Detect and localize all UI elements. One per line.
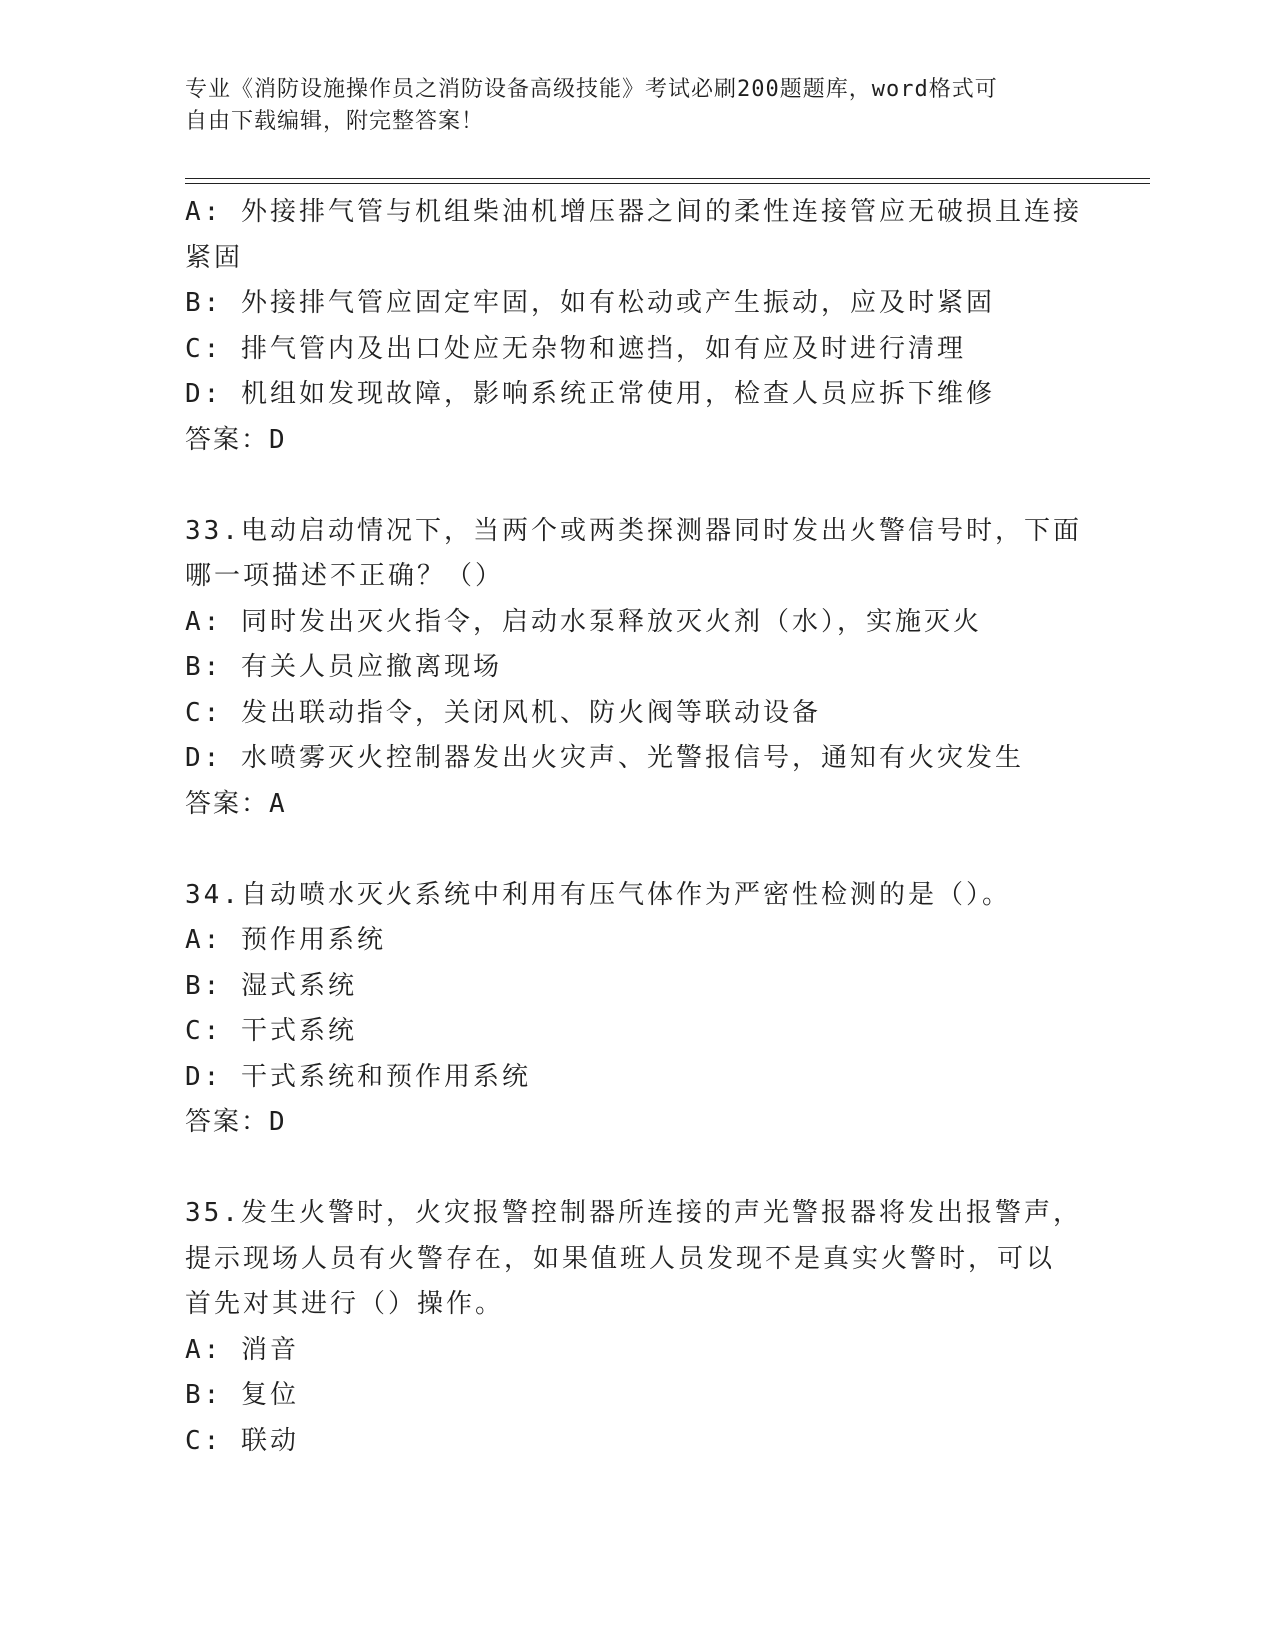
question-35 [185,1191,1085,1464]
question-stem-line-1: 35.发生火警时，火灾报警控制器所连接的声光警报器将发出报警声， [185,1198,1082,1228]
question-stem-line-2: 提示现场人员有火警存在，如果值班人员发现不是真实火警时，可以 [185,1243,1056,1274]
option-a-line-2: 紧固 [185,242,244,273]
spacer [185,827,1085,873]
option-a-line-1: A: 外接排气管与机组柴油机增压器之间的柔性连接管应无破损且连接 [185,197,1082,227]
answer-value: D [269,424,286,455]
answer-line [185,1100,1085,1146]
question-stem-line-3: 首先对其进行（）操作。 [185,1289,505,1319]
option-c: C: 发出联动指令，关闭风机、防火阀等联动设备 [185,697,821,728]
option-a: A: 预作用系统 [185,925,386,955]
header-divider-top [185,178,1150,179]
option-b: B: 复位 [185,1380,299,1410]
header-line-2: 自由下载编辑，附完整答案！ [185,109,485,134]
option-a: A: 消音 [185,1334,299,1365]
answer-value: D [269,1107,286,1137]
option-b: B: 外接排气管应固定牢固，如有松动或产生振动，应及时紧固 [185,288,995,318]
answer-value: A [269,788,286,819]
question-34 [185,873,1085,1146]
spacer [185,1146,1085,1192]
answer-label: 答案： [185,1107,270,1137]
answer-line [185,782,1085,828]
option-d: D: 机组如发现故障，影响系统正常使用，检查人员应拆下维修 [185,379,995,409]
answer-line [185,418,1085,464]
question-list [185,190,1085,1464]
header-line-1: 专业《消防设施操作员之消防设备高级技能》考试必刷200题题库，word格式可 [185,77,998,102]
option-b: B: 湿式系统 [185,970,357,1001]
option-c: C: 排气管内及出口处应无杂物和遮挡，如有应及时进行清理 [185,333,966,364]
option-a: A: 同时发出灭火指令，启动水泵释放灭火剂（水），实施灭火 [185,606,982,637]
question-stem-line-1: 34.自动喷水灭火系统中利用有压气体作为严密性检测的是（）。 [185,879,1011,910]
question-32 [185,190,1085,463]
question-stem-line-1: 33.电动启动情况下，当两个或两类探测器同时发出火警信号时，下面 [185,515,1082,546]
question-stem-line-2: 哪一项描述不正确？（） [185,561,505,591]
spacer [185,463,1085,509]
option-d: D: 水喷雾灭火控制器发出火灾声、光警报信号，通知有火灾发生 [185,743,1024,773]
option-c: C: 干式系统 [185,1016,357,1046]
option-c: C: 联动 [185,1425,299,1456]
option-d: D: 干式系统和预作用系统 [185,1061,531,1092]
answer-label: 答案： [185,788,270,819]
question-33 [185,509,1085,828]
answer-label: 答案： [185,424,270,455]
header-divider-bottom [185,183,1150,184]
document-header [185,74,1085,138]
option-b: B: 有关人员应撤离现场 [185,652,502,682]
